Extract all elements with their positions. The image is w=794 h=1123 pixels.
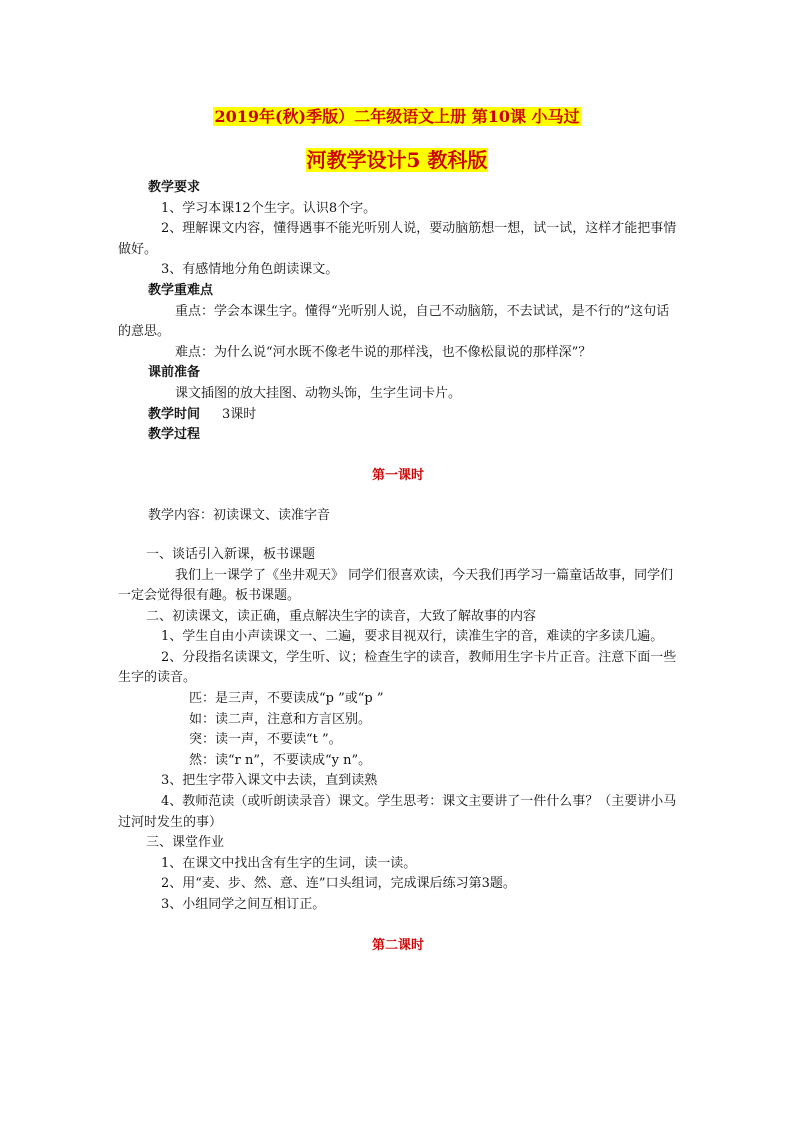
section-heading-time: 教学时间 3课时 [148,406,257,422]
lesson-1-content: 教学内容：初读课文、读准字音 [148,508,331,524]
key-point: 重点：学会本课生字。懂得“光听别人说，自己不动脑筋，不去试试，是不行的”这句话的意思。 [118,303,670,340]
requirement-3: 3、有感情地分角色朗读课文。 [161,262,339,278]
preparation-text: 课文插图的放大挂图、动物头饰，生字生词卡片。 [175,385,462,401]
section-heading-requirements: 教学要求 [148,180,201,195]
step-1-text: 我们上一课学了《坐井观天》 同学们很喜欢读，今天我们再学习一篇童话故事，同学们一定会觉得很有趣。板书课题。 [118,567,674,604]
section-heading-preparation: 课前准备 [148,365,201,381]
step-2-item-2: 2、分段指名读课文，学生听、议；检查生字的读音，教师用生字卡片正音。注意下面一些生字的读音。 [118,649,677,686]
document-title-line1: 2019年(秋)季版）二年级语文上册 第10课 小马过 [214,107,580,126]
section-heading-key-points: 教学重难点 [148,282,214,298]
step-3-item-1: 1、在课文中找出含有生字的生词，读一读。 [161,855,417,871]
step-2-item-4: 4、教师范读（或听朗读录音）课文。学生思考：课文主要讲了一件什么事？（主要讲小马过河时发生的事） [118,794,677,830]
teaching-time-value: 3课时 [222,406,257,422]
pronunciation-note-3: 突：读一声，不要读“t ”。 [189,732,342,748]
step-1-heading: 一、谈话引入新课，板书课题 [146,546,316,562]
document-title-line2: 河教学设计5 教科版 [306,148,488,172]
lesson-2-title: 第二课时 [371,937,424,953]
section-heading-process: 教学过程 [148,427,201,443]
document-body [118,178,678,956]
step-3-item-2: 2、用“麦、步、然、意、连”口头组词，完成课后练习第3题。 [161,876,516,892]
pronunciation-note-4: 然：读“r n”，不要读成“y n”。 [189,752,372,768]
pronunciation-note-2: 如：读二声，注意和方言区别。 [189,711,372,727]
step-2-item-1: 1、学生自由小声读课文一、二遍，要求目视双行，读准生字的音，难读的字多读几遍。 [161,629,664,645]
lesson-1-title: 第一课时 [371,467,424,483]
hard-point: 难点：为什么说“河水既不像老牛说的那样浅，也不像松鼠说的那样深”？ [175,344,592,360]
pronunciation-note-1: 匹：是三声，不要读成“p ”或“p ” [189,691,384,707]
requirement-1: 1、学习本课12个生字。认识8个字。 [161,200,377,216]
requirement-2: 2、理解课文内容，懂得遇事不能光听别人说，要动脑筋想一想，试一试，这样才能把事情做好。 [118,221,677,257]
step-2-item-3: 3、把生字带入课文中去读，直到读熟 [161,773,378,789]
step-3-heading: 三、课堂作业 [146,835,225,851]
step-3-item-3: 3、小组同学之间互相订正。 [161,897,326,912]
step-2-heading: 二、初读课文，读正确，重点解决生字的读音，大致了解故事的内容 [146,608,537,624]
